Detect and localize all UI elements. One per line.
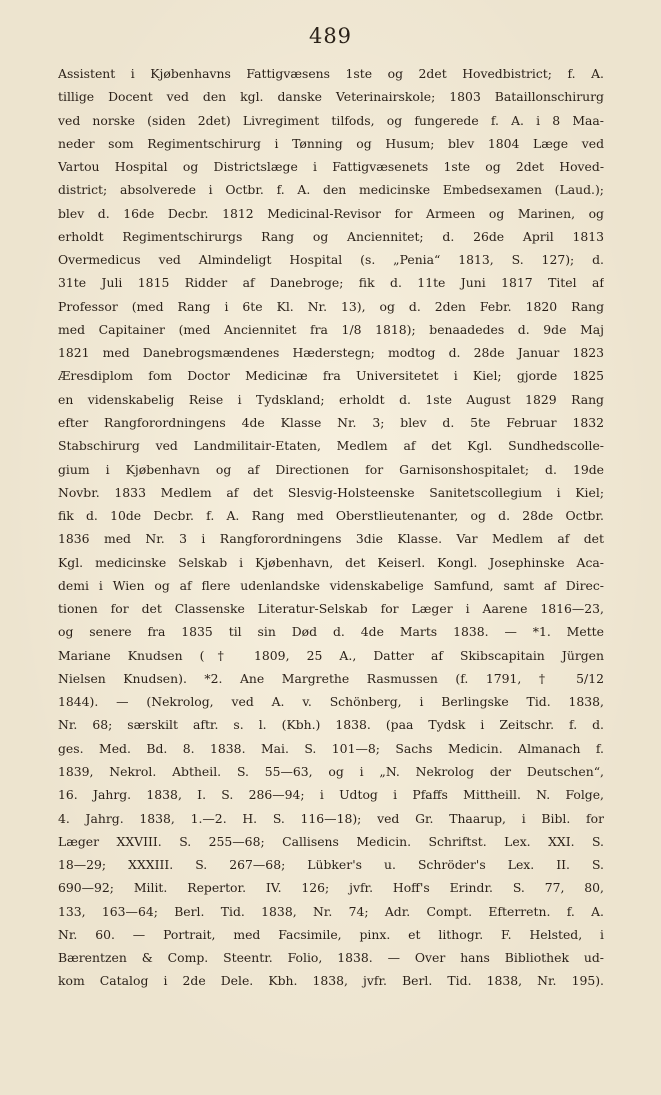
text-line: Nr. 68; særskilt aftr. s. l. (Kbh.) 1838. (paa Tydsk i Zeitschr. f. d.	[58, 717, 604, 733]
text-line: 1821 med Danebrogsmændenes Hæderstegn; modtog d. 28de Januar 1823	[58, 345, 604, 361]
text-line: 133, 163—64; Berl. Tid. 1838, Nr. 74; Adr. Compt. Efterretn. f. A.	[58, 903, 604, 919]
text-line: Stabschirurg ved Landmilitair-Etaten, Medlem af det Kgl. Sundhedscolle-	[58, 438, 604, 454]
text-line: gium i Kjøbenhavn og af Directionen for Garnisonshospitalet; d. 19de	[58, 461, 604, 477]
text-line: og senere fra 1835 til sin Død d. 4de Marts 1838. — *1. Mette	[58, 624, 604, 640]
text-line: 16. Jahrg. 1838, I. S. 286—94; i Udtog i Pfaffs Mittheill. N. Folge,	[58, 787, 604, 803]
text-line: Bærentzen & Comp. Steentr. Folio, 1838. — Over hans Bibliothek ud-	[58, 950, 604, 966]
text-line: 690—92; Milit. Repertor. IV. 126; jvfr. Hoff's Erindr. S. 77, 80,	[58, 880, 604, 896]
text-line: Professor (med Rang i 6te Kl. Nr. 13), og d. 2den Febr. 1820 Rang	[58, 298, 604, 314]
body-text	[58, 62, 604, 993]
text-line: 31te Juli 1815 Ridder af Danebroge; fik d. 11te Juni 1817 Titel af	[58, 275, 604, 291]
text-line: med Capitainer (med Anciennitet fra 1/8 1818); benaadedes d. 9de Maj	[58, 321, 604, 337]
text-line: Kgl. medicinske Selskab i Kjøbenhavn, det Keiserl. Kongl. Josephinske Aca-	[58, 554, 604, 570]
text-line: Vartou Hospital og Districtslæge i Fattigvæsenets 1ste og 2det Hoved-	[58, 159, 604, 175]
text-line: Mariane Knudsen († 1809, 25 A., Datter af Skibscapitain Jürgen	[58, 647, 604, 663]
text-line: district; absolverede i Octbr. f. A. den medicinske Embedsexamen (Laud.);	[58, 182, 604, 198]
text-line: ges. Med. Bd. 8. 1838. Mai. S. 101—8; Sachs Medicin. Almanach f.	[58, 740, 604, 756]
text-line: 1836 med Nr. 3 i Rangforordningens 3die Klasse. Var Medlem af det	[58, 531, 604, 547]
text-line: 1844). — (Nekrolog, ved A. v. Schönberg, i Berlingske Tid. 1838,	[58, 694, 604, 710]
text-line: Æresdiplom fom Doctor Medicinæ fra Universitetet i Kiel; gjorde 1825	[58, 368, 604, 384]
text-line: tillige Docent ved den kgl. danske Veterinairskole; 1803 Bataillonschirurg	[58, 89, 604, 105]
text-line: Assistent i Kjøbenhavns Fattigvæsens 1ste og 2det Hovedbistrict; f. A.	[58, 66, 604, 81]
text-line: 18—29; XXXIII. S. 267—68; Lübker's u. Schröder's Lex. II. S.	[58, 857, 604, 873]
text-line: Nr. 60. — Portrait, med Facsimile, pinx. et lithogr. F. Helsted, i	[58, 926, 604, 942]
text-line: 1839, Nekrol. Abtheil. S. 55—63, og i „N. Nekrolog der Deutschen“,	[58, 763, 604, 779]
text-line: Novbr. 1833 Medlem af det Slesvig-Holsteenske Sanitetscollegium i Kiel;	[58, 484, 604, 500]
text-line: erholdt Regimentschirurgs Rang og Anciennitet; d. 26de April 1813	[58, 228, 604, 244]
text-line: en videnskabelig Reise i Tydskland; erholdt d. 1ste August 1829 Rang	[58, 391, 604, 407]
page-number: 489	[308, 24, 353, 48]
text-line: neder som Regimentschirurg i Tønning og Husum; blev 1804 Læge ved	[58, 135, 604, 151]
text-line: fik d. 10de Decbr. f. A. Rang med Oberstlieutenanter, og d. 28de Octbr.	[58, 508, 604, 524]
text-line: tionen for det Classenske Literatur-Selskab for Læger i Aarene 1816—23,	[58, 601, 604, 617]
text-line: blev d. 16de Decbr. 1812 Medicinal-Revisor for Armeen og Marinen, og	[58, 205, 604, 221]
text-line: kom Catalog i 2de Dele. Kbh. 1838, jvfr. Berl. Tid. 1838, Nr. 195).	[58, 973, 604, 989]
text-line: demi i Wien og af flere udenlandske videnskabelige Samfund, samt af Direc-	[58, 577, 604, 593]
text-line: ved norske (siden 2det) Livregiment tilfods, og fungerede f. A. i 8 Maa-	[58, 112, 604, 128]
text-line: 4. Jahrg. 1838, 1.—2. H. S. 116—18); ved Gr. Thaarup, i Bibl. for	[58, 810, 604, 826]
text-line: Nielsen Knudsen). *2. Ane Margrethe Rasmussen (f. 1791, † 5/12	[58, 670, 604, 686]
text-line: Læger XXVIII. S. 255—68; Callisens Medicin. Schriftst. Lex. XXI. S.	[58, 833, 604, 849]
text-line: Overmedicus ved Almindeligt Hospital (s. „Penia“ 1813, S. 127); d.	[58, 252, 604, 268]
text-line: efter Rangforordningens 4de Klasse Nr. 3; blev d. 5te Februar 1832	[58, 414, 604, 430]
